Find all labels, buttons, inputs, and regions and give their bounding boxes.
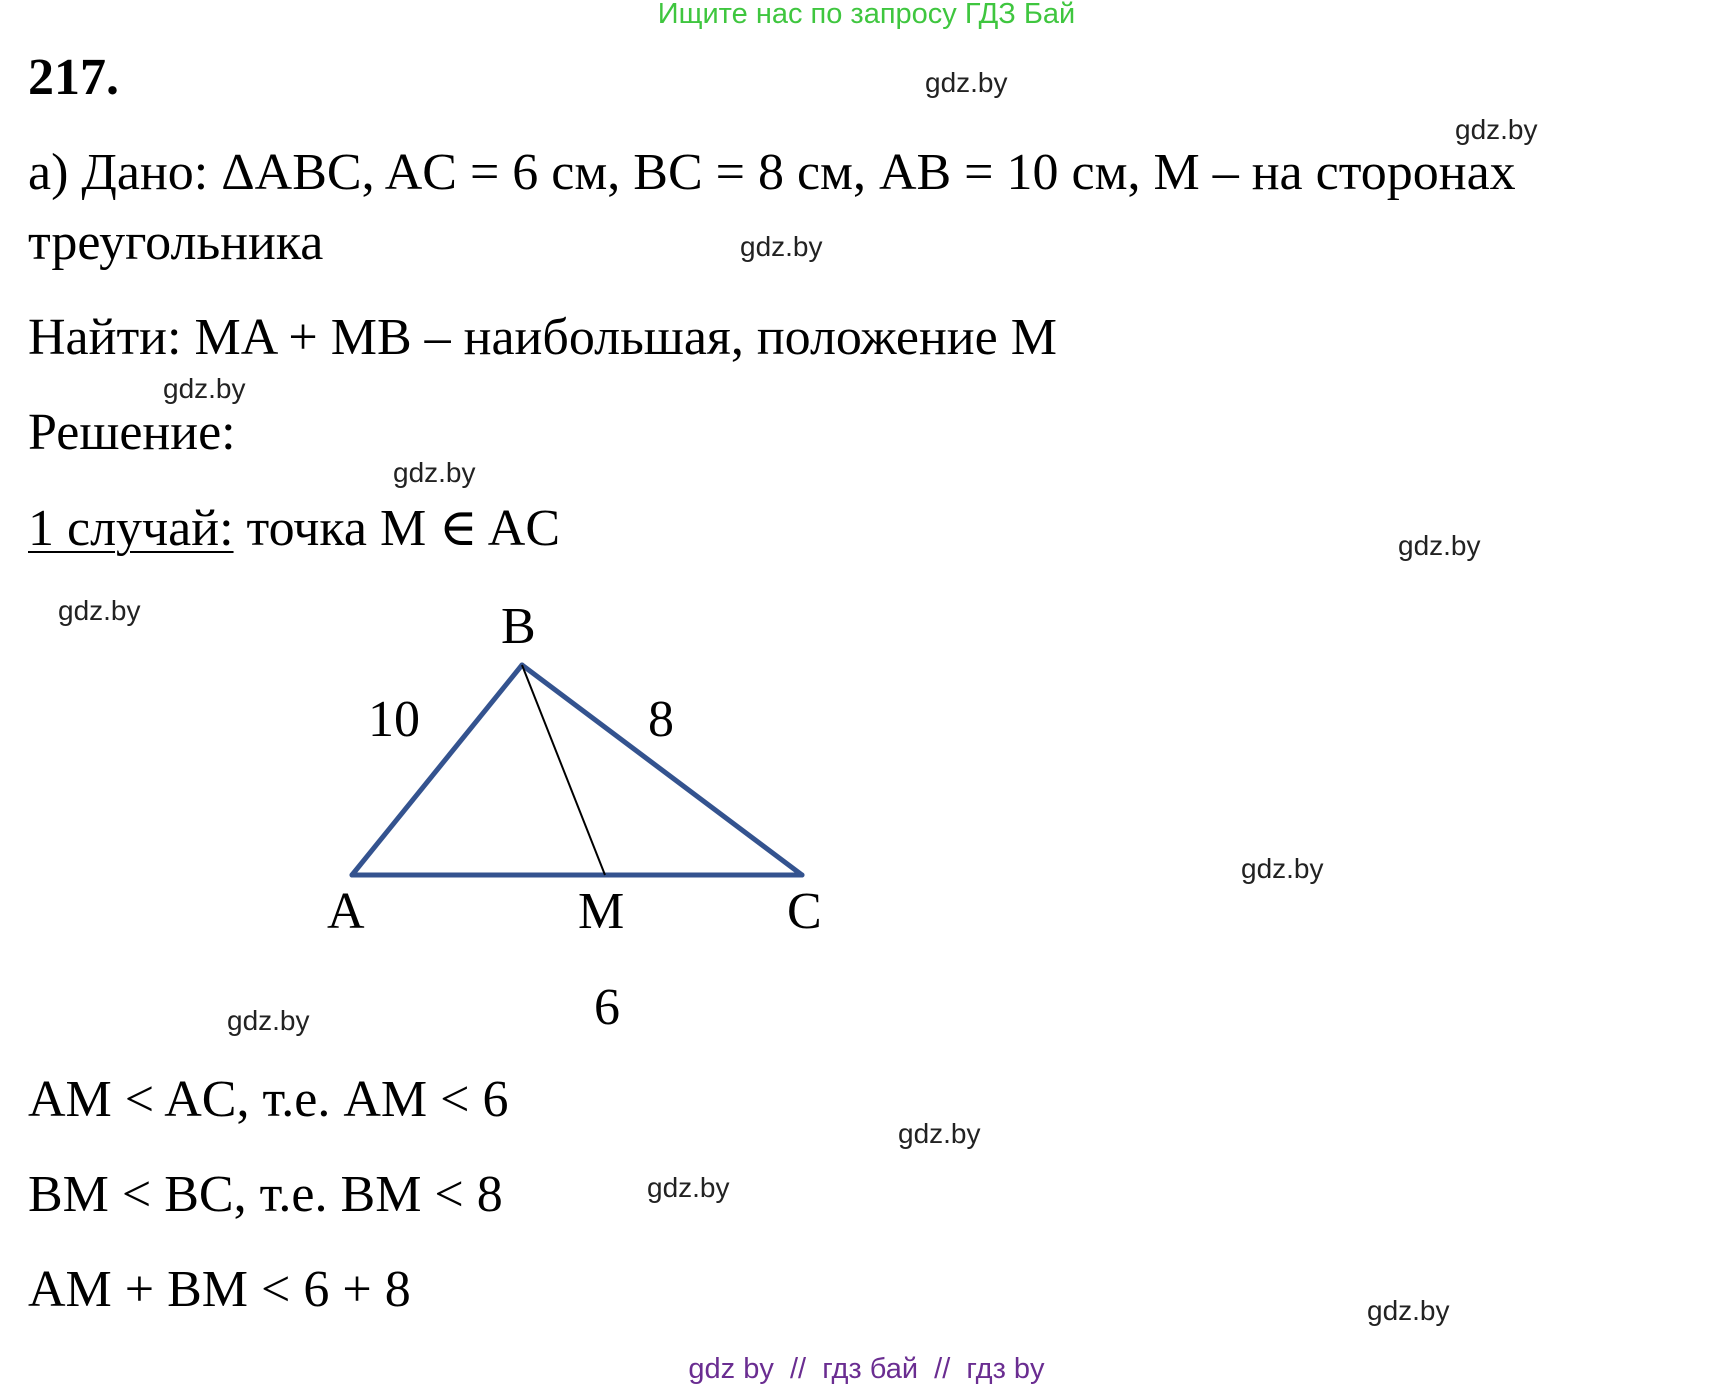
point-m-label: M bbox=[578, 883, 625, 940]
footer-links: gdz by // гдз бай // гдз by bbox=[688, 1353, 1045, 1385]
case-text: точка M ∈ AC bbox=[233, 500, 561, 557]
watermark: gdz.by bbox=[898, 1118, 981, 1149]
side-bc-label: 8 bbox=[648, 691, 674, 748]
problem-number: 217. bbox=[28, 49, 119, 106]
watermark: gdz.by bbox=[925, 67, 1008, 98]
find-line: Найти: MA + MB – наибольшая, положение M bbox=[28, 309, 1057, 366]
watermark: gdz.by bbox=[1455, 114, 1538, 145]
watermark: gdz.by bbox=[163, 373, 246, 404]
watermark: gdz.by bbox=[740, 231, 823, 262]
watermark: gdz.by bbox=[1367, 1295, 1450, 1326]
side-ac-label: 6 bbox=[594, 979, 620, 1036]
search-banner: Ищите нас по запросу ГДЗ Бай bbox=[657, 0, 1076, 30]
vertex-c-label: C bbox=[787, 883, 822, 940]
watermark: gdz.by bbox=[647, 1172, 730, 1203]
watermark: gdz.by bbox=[393, 457, 476, 488]
side-ab-label: 10 bbox=[368, 691, 420, 748]
watermark: gdz.by bbox=[58, 595, 141, 626]
inequality-am: AM < AC, т.е. AM < 6 bbox=[28, 1071, 509, 1128]
case-label: 1 случай: bbox=[28, 500, 234, 557]
solution-label: Решение: bbox=[28, 404, 236, 461]
watermark: gdz.by bbox=[227, 1005, 310, 1036]
inequality-bm: BM < BC, т.е. BM < 8 bbox=[28, 1166, 503, 1223]
vertex-a-label: A bbox=[327, 883, 365, 940]
given-line-2: треугольника bbox=[28, 214, 324, 271]
watermark: gdz.by bbox=[1398, 530, 1481, 561]
given-line-1: а) Дано: ΔABC, AC = 6 см, BC = 8 см, AB = 10 см, M – на сторонах bbox=[28, 144, 1516, 201]
watermark: gdz.by bbox=[1241, 853, 1324, 884]
vertex-b-label: B bbox=[501, 598, 536, 655]
inequality-sum: AM + BM < 6 + 8 bbox=[28, 1261, 411, 1318]
